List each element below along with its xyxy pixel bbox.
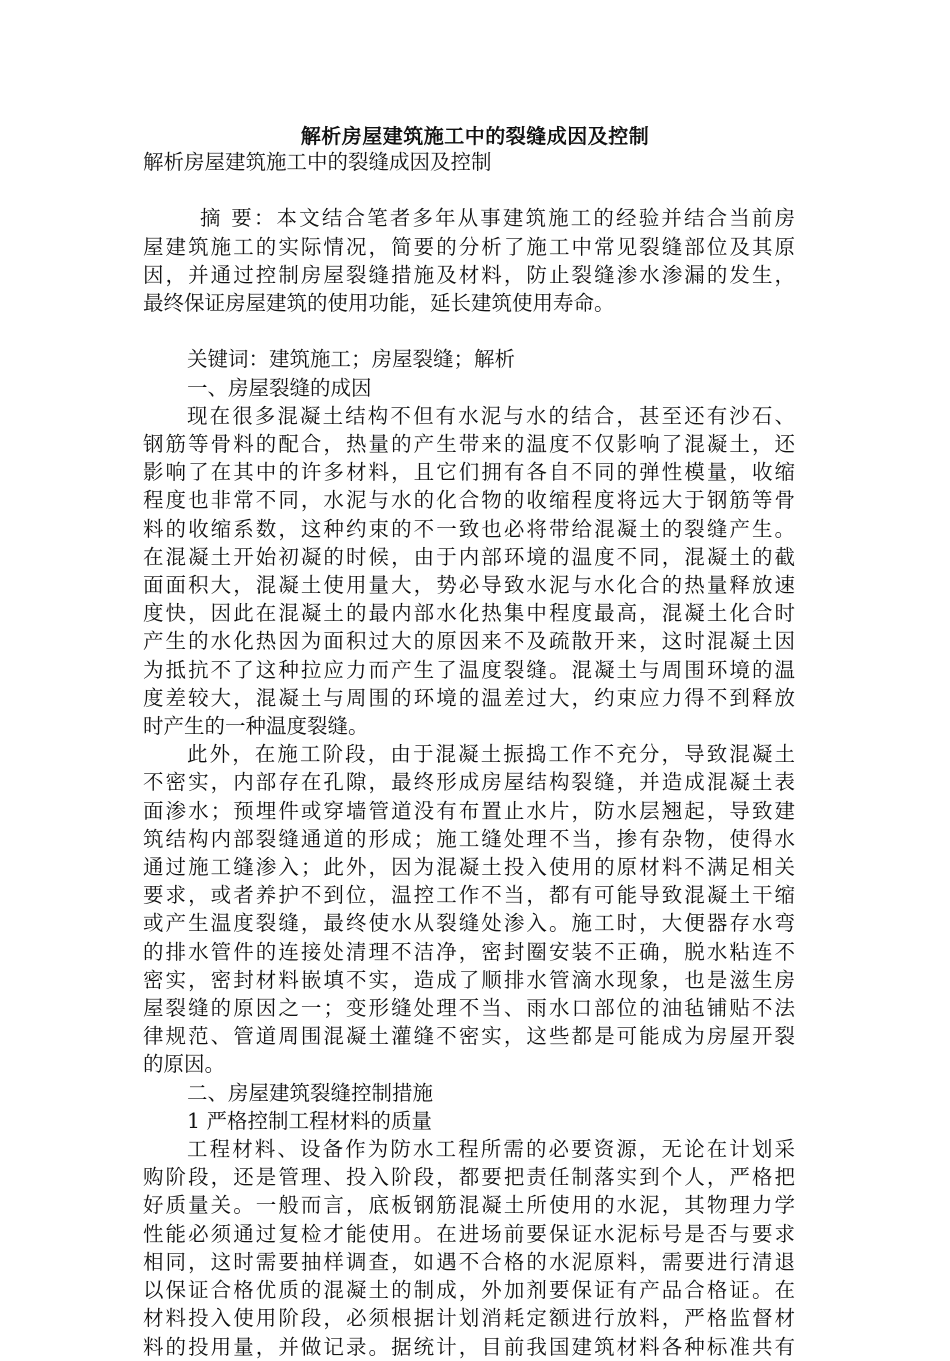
paragraph-line: 料的投用量，并做记录。据统计，目前我国建筑材料各种标准共有 [143,1334,795,1359]
paragraph-line: 购阶段，还是管理、投入阶段，都要把责任制落实到个人，严格把 [143,1165,795,1190]
paragraph-line: 面渗水；预埋件或穿墙管道没有布置止水片，防水层翘起，导致建 [143,798,795,823]
keywords-line: 关键词：建筑施工；房屋裂缝；解析 [187,347,515,372]
paragraph-line: 现在很多混凝土结构不但有水泥与水的结合，甚至还有沙石、 [187,403,795,428]
blank-line [143,176,795,204]
paragraph-line: 在混凝土开始初凝的时候，由于内部环境的温度不同，混凝土的截 [143,544,795,569]
abstract-line: 最终保证房屋建筑的使用功能，延长建筑使用寿命。 [143,291,615,315]
paragraph-line: 程度也非常不同，水泥与水的化合物的收缩程度将远大于钢筋等骨 [143,488,795,513]
abstract-line: 因，并通过控制房屋裂缝措施及材料，防止裂缝渗水渗漏的发生， [143,262,795,287]
paragraph-line: 性能必须通过复检才能使用。在进场前要保证水泥标号是否与要求 [143,1221,795,1246]
paragraph-line: 相同，这时需要抽样调查，如遇不合格的水泥原料，需要进行清退 [143,1249,795,1274]
paragraph-line: 材料投入使用阶段，必须根据计划消耗定额进行放料，严格监督材 [143,1306,795,1331]
paragraph-line: 要求，或者养护不到位，温控工作不当，都有可能导致混凝土干缩 [143,883,795,908]
paragraph-line: 的原因。 [143,1052,225,1077]
paragraph-line: 料的收缩系数，这种约束的不一致也必将带给混凝土的裂缝产生。 [143,516,795,541]
abstract-paragraph [143,204,795,317]
paragraph-line: 好质量关。一般而言，底板钢筋混凝土所使用的水泥，其物理力学 [143,1193,795,1218]
paragraph-line: 时产生的一种温度裂缝。 [143,714,369,739]
abstract-line: 摘 要：本文结合笔者多年从事建筑施工的经验并结合当前房 [200,206,795,231]
subsection-heading: 1 严格控制工程材料的质量 [187,1108,433,1133]
document-subtitle: 解析房屋建筑施工中的裂缝成因及控制 [143,150,492,174]
paragraph-line: 面面积大，混凝土使用量大，势必导致水泥与水化合的热量释放速 [143,573,795,598]
paragraph-line: 钢筋等骨料的配合，热量的产生带来的温度不仅影响了混凝土，还 [143,432,795,456]
section-heading: 一、房屋裂缝的成因 [187,375,372,400]
paragraph-line: 或产生温度裂缝，最终使水从裂缝处渗入。施工时，大便器存水弯 [143,911,795,936]
paragraph-line: 度差较大，混凝土与周围的环境的温差过大，约束应力得不到释放 [143,685,795,710]
paragraph-line: 的排水管件的连接处清理不洁净，密封圈安装不正确，脱水粘连不 [143,939,795,964]
paragraph-line: 不密实，内部存在孔隙，最终形成房屋结构裂缝，并造成混凝土表 [143,770,795,795]
paragraph-line: 以保证合格优质的混凝土的制成，外加剂要保证有产品合格证。在 [143,1278,795,1303]
document-body [143,148,795,1361]
paragraph-line: 度快，因此在混凝土的最内部水化热集中程度最高，混凝土化合时 [143,601,795,626]
abstract-line: 屋建筑施工的实际情况，简要的分析了施工中常见裂缝部位及其原 [143,234,795,259]
paragraph-line: 工程材料、设备作为防水工程所需的必要资源，无论在计划采 [187,1137,795,1162]
section-heading: 二、房屋建筑裂缝控制措施 [187,1080,433,1105]
paragraph-line: 屋裂缝的原因之一；变形缝处理不当、雨水口部位的油毡铺贴不法 [143,996,795,1021]
paragraph-line: 此外，在施工阶段，由于混凝土振捣工作不充分，导致混凝土 [187,742,795,767]
paragraph-line: 产生的水化热因为面积过大的原因来不及疏散开来，这时混凝土因 [143,629,795,654]
paragraph-line: 律规范、管道周围混凝土灌缝不密实，这些都是可能成为房屋开裂 [143,1024,795,1049]
blank-line [143,317,795,345]
body-paragraph [143,402,795,740]
body-paragraph [143,1135,795,1361]
body-paragraph [143,740,795,1078]
paragraph-line: 影响了在其中的许多材料，且它们拥有各自不同的弹性模量，收缩 [143,460,795,485]
document-title: 解析房屋建筑施工中的裂缝成因及控制 [300,124,650,148]
paragraph-line: 密实，密封材料嵌填不实，造成了顺排水管滴水现象，也是滋生房 [143,967,795,992]
paragraph-line: 通过施工缝渗入；此外，因为混凝土投入使用的原材料不满足相关 [143,855,795,880]
paragraph-line: 为抵抗不了这种拉应力而产生了温度裂缝。混凝土与周围环境的温 [143,657,795,682]
paragraph-line: 筑结构内部裂缝通道的形成；施工缝处理不当，掺有杂物，使得水 [143,826,795,851]
